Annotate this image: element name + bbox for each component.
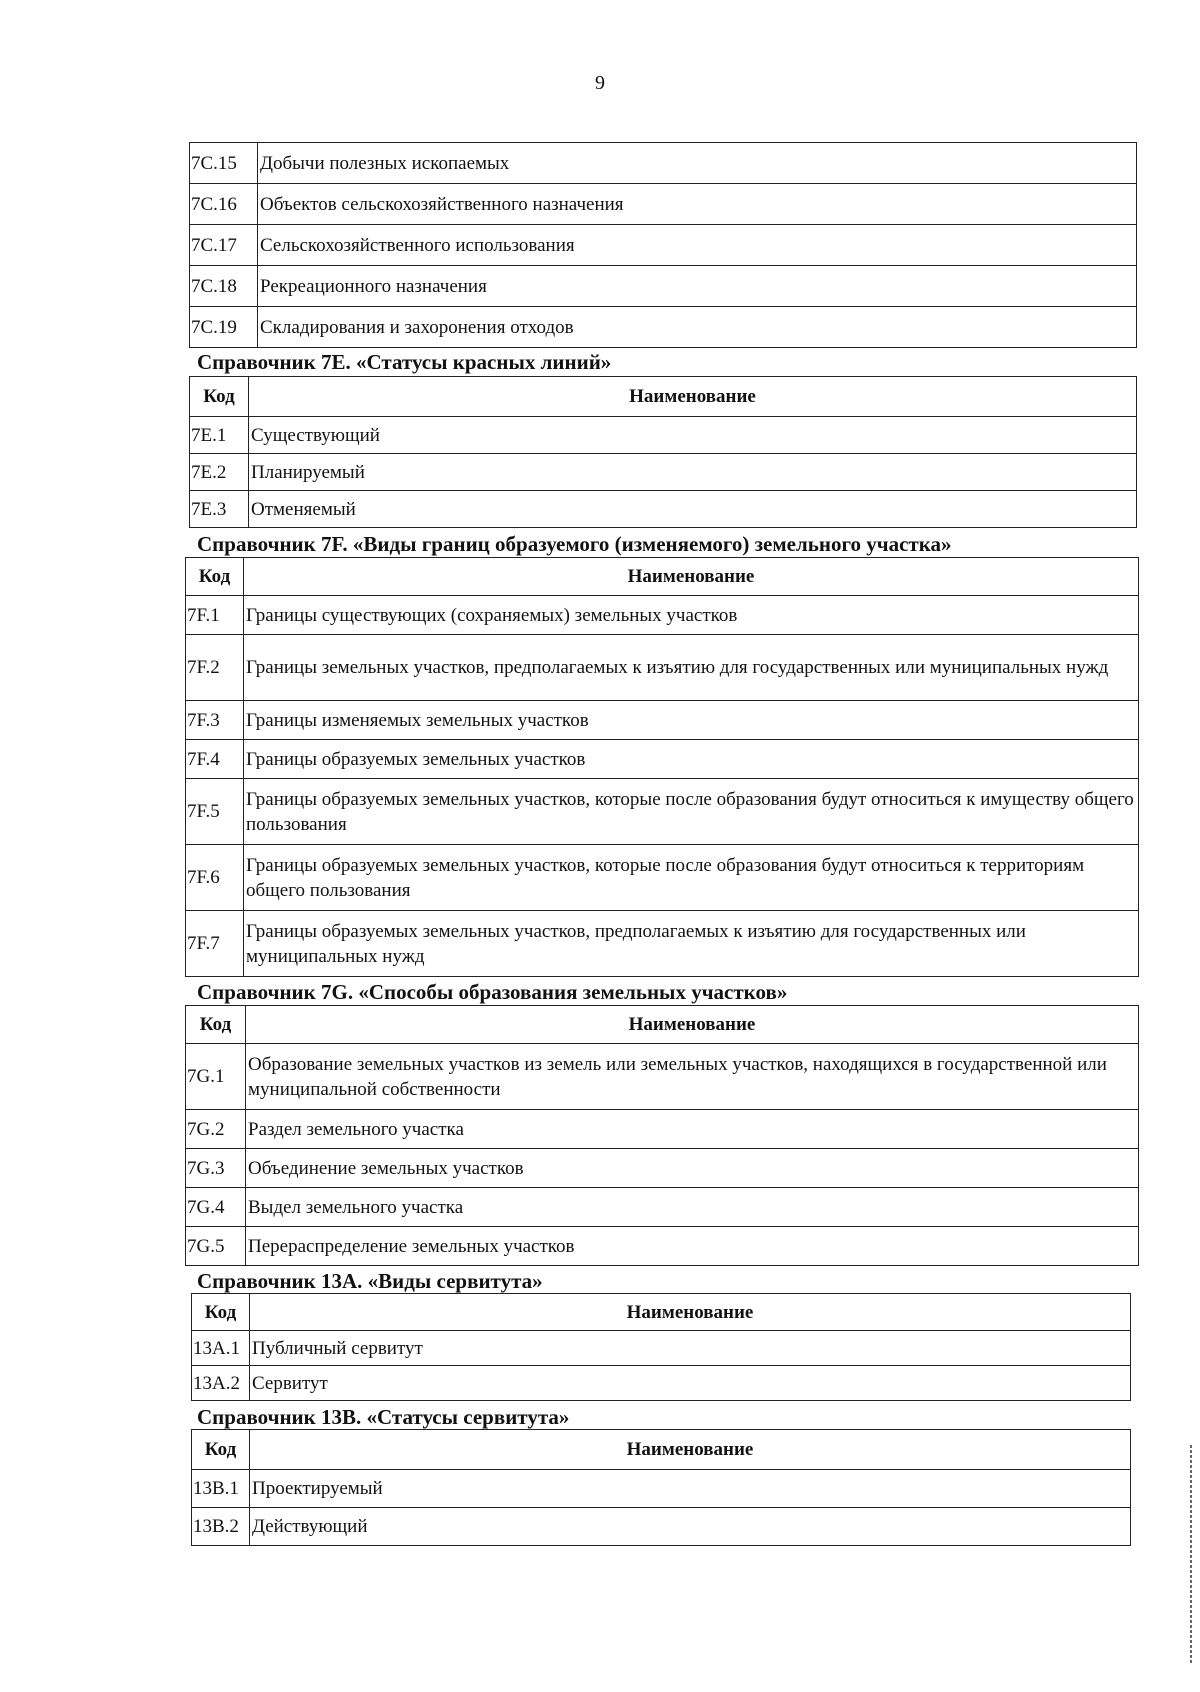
section-title-13a: Справочник 13А. «Виды сервитута» bbox=[197, 1269, 543, 1293]
page-number: 9 bbox=[595, 72, 605, 94]
row-name: Границы образуемых земельных участков bbox=[244, 740, 1139, 779]
scan-edge-artifact bbox=[1190, 1445, 1192, 1665]
table-row bbox=[186, 740, 1139, 779]
table-13b bbox=[191, 1429, 1131, 1546]
table-header-row bbox=[192, 1294, 1131, 1331]
table-13a bbox=[191, 1293, 1131, 1401]
row-code: 7Е.3 bbox=[190, 491, 249, 528]
table-row bbox=[190, 417, 1137, 454]
row-code: 7G.1 bbox=[186, 1044, 246, 1110]
header-name: Наименование bbox=[246, 1006, 1139, 1044]
row-name: Существующий bbox=[249, 417, 1137, 454]
table-row bbox=[192, 1470, 1131, 1508]
row-name: Границы образуемых земельных участков, которые после образования будут относиться к имуществу общего пользования bbox=[244, 779, 1139, 845]
row-name: Складирования и захоронения отходов bbox=[258, 307, 1137, 348]
row-code: 13В.1 bbox=[192, 1470, 250, 1508]
table-row bbox=[190, 266, 1137, 307]
row-code: 7С.17 bbox=[190, 225, 258, 266]
table-row bbox=[186, 596, 1139, 635]
table-header-row bbox=[186, 558, 1139, 596]
table-row bbox=[190, 225, 1137, 266]
row-name: Границы земельных участков, предполагаемых к изъятию для государственных или муниципальных нужд bbox=[244, 635, 1139, 701]
header-code: Код bbox=[192, 1294, 250, 1331]
row-name: Образование земельных участков из земель или земельных участков, находящихся в государственной или муниципальной собственности bbox=[246, 1044, 1139, 1110]
row-name: Объектов сельскохозяйственного назначения bbox=[258, 184, 1137, 225]
continuation-table-block bbox=[189, 142, 1137, 348]
table-13a-block bbox=[191, 1293, 1131, 1401]
header-name: Наименование bbox=[250, 1294, 1131, 1331]
row-name: Добычи полезных ископаемых bbox=[258, 143, 1137, 184]
row-code: 13В.2 bbox=[192, 1508, 250, 1546]
table-header-row bbox=[190, 377, 1137, 417]
header-code: Код bbox=[190, 377, 249, 417]
row-name: Выдел земельного участка bbox=[246, 1188, 1139, 1227]
row-name: Границы изменяемых земельных участков bbox=[244, 701, 1139, 740]
row-code: 7С.16 bbox=[190, 184, 258, 225]
row-name: Проектируемый bbox=[250, 1470, 1131, 1508]
row-code: 13А.1 bbox=[192, 1331, 250, 1366]
table-row bbox=[190, 184, 1137, 225]
row-name: Раздел земельного участка bbox=[246, 1110, 1139, 1149]
row-code: 7Е.2 bbox=[190, 454, 249, 491]
table-row bbox=[192, 1366, 1131, 1401]
header-code: Код bbox=[192, 1430, 250, 1470]
row-name: Сельскохозяйственного использования bbox=[258, 225, 1137, 266]
row-name: Границы существующих (сохраняемых) земельных участков bbox=[244, 596, 1139, 635]
table-header-row bbox=[192, 1430, 1131, 1470]
row-code: 7G.5 bbox=[186, 1227, 246, 1266]
table-row bbox=[186, 845, 1139, 911]
row-code: 7F.6 bbox=[186, 845, 244, 911]
table-row bbox=[192, 1331, 1131, 1366]
table-7e-block bbox=[189, 376, 1137, 528]
row-name: Публичный сервитут bbox=[250, 1331, 1131, 1366]
row-code: 7G.4 bbox=[186, 1188, 246, 1227]
table-7f-block bbox=[185, 557, 1139, 977]
table-7g bbox=[185, 1005, 1139, 1266]
table-row bbox=[186, 779, 1139, 845]
header-code: Код bbox=[186, 1006, 246, 1044]
row-code: 7F.2 bbox=[186, 635, 244, 701]
row-code: 7G.3 bbox=[186, 1149, 246, 1188]
row-name: Объединение земельных участков bbox=[246, 1149, 1139, 1188]
section-title-7e: Справочник 7Е. «Статусы красных линий» bbox=[197, 350, 612, 374]
row-name: Границы образуемых земельных участков, предполагаемых к изъятию для государственных или муниципальных нужд bbox=[244, 911, 1139, 977]
row-name: Действующий bbox=[250, 1508, 1131, 1546]
row-name: Планируемый bbox=[249, 454, 1137, 491]
row-name: Перераспределение земельных участков bbox=[246, 1227, 1139, 1266]
row-code: 7С.18 bbox=[190, 266, 258, 307]
row-code: 7F.4 bbox=[186, 740, 244, 779]
section-title-13b: Справочник 13В. «Статусы сервитута» bbox=[197, 1405, 570, 1429]
row-name: Отменяемый bbox=[249, 491, 1137, 528]
header-code: Код bbox=[186, 558, 244, 596]
table-13b-block bbox=[191, 1429, 1131, 1546]
table-row bbox=[186, 1149, 1139, 1188]
row-name: Рекреационного назначения bbox=[258, 266, 1137, 307]
section-title-7f: Справочник 7F. «Виды границ образуемого (изменяемого) земельного участка» bbox=[197, 532, 952, 556]
table-row bbox=[186, 701, 1139, 740]
table-row bbox=[190, 307, 1137, 348]
row-code: 7F.5 bbox=[186, 779, 244, 845]
table-7e bbox=[189, 376, 1137, 528]
table-row bbox=[186, 1227, 1139, 1266]
row-code: 7Е.1 bbox=[190, 417, 249, 454]
table-row bbox=[190, 491, 1137, 528]
row-code: 7F.7 bbox=[186, 911, 244, 977]
table-7g-block bbox=[185, 1005, 1139, 1266]
table-row bbox=[190, 143, 1137, 184]
continuation-table bbox=[189, 142, 1137, 348]
table-row bbox=[186, 635, 1139, 701]
row-code: 7G.2 bbox=[186, 1110, 246, 1149]
row-name: Сервитут bbox=[250, 1366, 1131, 1401]
table-7f bbox=[185, 557, 1139, 977]
row-name: Границы образуемых земельных участков, которые после образования будут относиться к территориям общего пользования bbox=[244, 845, 1139, 911]
table-row bbox=[192, 1508, 1131, 1546]
table-row bbox=[186, 911, 1139, 977]
row-code: 7С.15 bbox=[190, 143, 258, 184]
header-name: Наименование bbox=[244, 558, 1139, 596]
row-code: 7F.3 bbox=[186, 701, 244, 740]
table-row bbox=[186, 1188, 1139, 1227]
section-title-7g: Справочник 7G. «Способы образования земельных участков» bbox=[197, 980, 788, 1004]
table-row bbox=[190, 454, 1137, 491]
header-name: Наименование bbox=[250, 1430, 1131, 1470]
row-code: 13А.2 bbox=[192, 1366, 250, 1401]
table-header-row bbox=[186, 1006, 1139, 1044]
row-code: 7F.1 bbox=[186, 596, 244, 635]
table-row bbox=[186, 1110, 1139, 1149]
header-name: Наименование bbox=[249, 377, 1137, 417]
table-row bbox=[186, 1044, 1139, 1110]
row-code: 7С.19 bbox=[190, 307, 258, 348]
